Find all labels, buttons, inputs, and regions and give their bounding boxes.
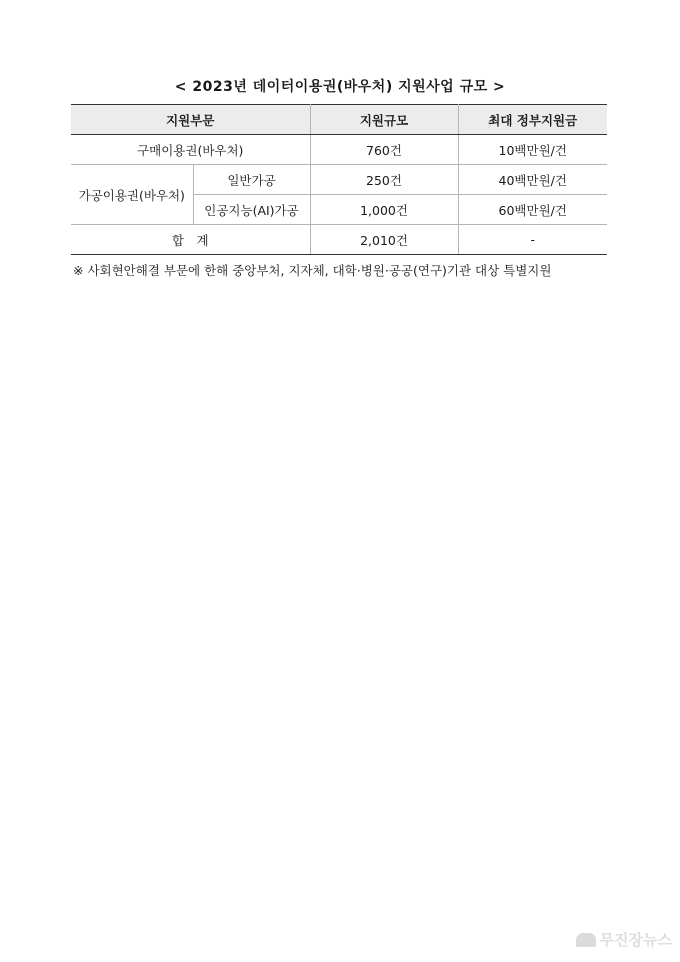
footnote: ※ 사회현안해결 부문에 한해 중앙부처, 지자체, 대학·병원·공공(연구)기관 대상 특별지원 [73,263,552,278]
scale-cell: 760건 [310,135,458,165]
header-scale: 지원규모 [310,105,458,135]
table-row [71,165,607,195]
table-header-row [71,105,607,135]
category-cell: 가공이용권(바우처) [71,165,193,225]
scale-cell: 250건 [310,165,458,195]
table-row-total [71,225,607,255]
scale-cell: 2,010건 [310,225,458,255]
subcategory-cell: 일반가공 [193,165,310,195]
max-support-cell: 40백만원/건 [458,165,607,195]
max-support-cell: 10백만원/건 [458,135,607,165]
support-scale-table [71,104,607,255]
total-label-cell: 합 계 [71,225,310,255]
subcategory-cell: 인공지능(AI)가공 [193,195,310,225]
max-support-cell: - [458,225,607,255]
watermark-logo-icon [576,933,596,947]
header-category: 지원부문 [71,105,310,135]
header-max-support: 최대 정부지원금 [458,105,607,135]
watermark [576,929,672,950]
page-title: < 2023년 데이터이용권(바우처) 지원사업 규모 > [174,79,506,95]
watermark-text: 무진장뉴스 [599,931,672,949]
max-support-cell: 60백만원/건 [458,195,607,225]
table-row [71,135,607,165]
scale-cell: 1,000건 [310,195,458,225]
category-cell: 구매이용권(바우처) [71,135,310,165]
